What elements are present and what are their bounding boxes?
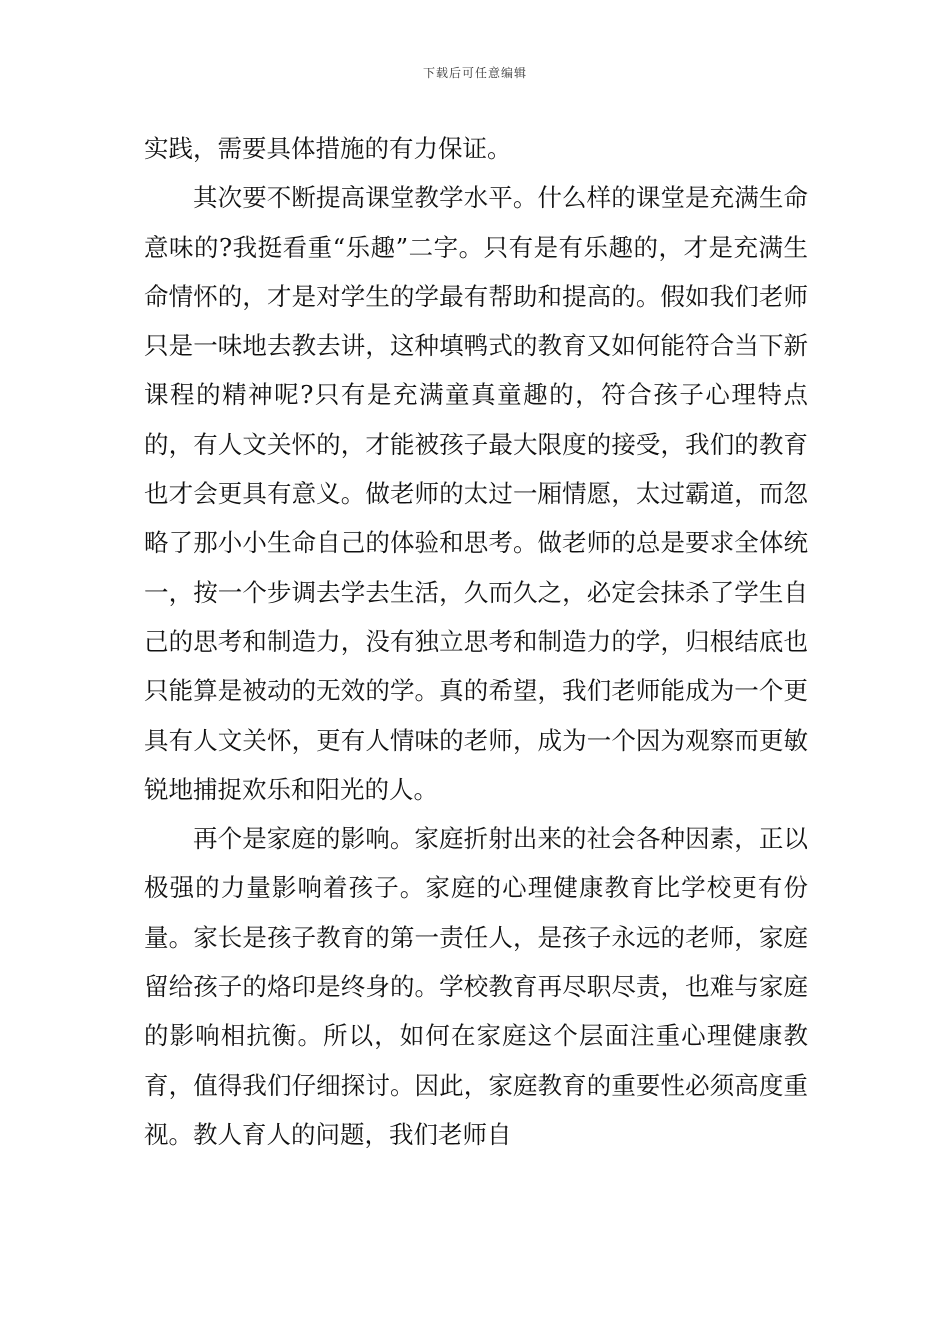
document-body — [144, 124, 808, 1159]
paragraph-continuation: 实践，需要具体措施的有力保证。 — [144, 134, 512, 163]
paragraph-classroom-teaching: 其次要不断提高课堂教学水平。什么样的课堂是充满生命意味的?我挺看重“乐趣”二字。只有是有乐趣的，才是充满生命情怀的，才是对学生的学最有帮助和提高的。假如我们老师只是一味地去教去讲，这种填鸭式的教育又如何能符合当下新课程的精神呢?只有是充满童真童趣的，符合孩子心理特点的，有人文关怀的，才能被孩子最大限度的接受，我们的教育也才会更具有意义。做老师的太过一厢情愿，太过霸道，而忽略了那小小生命自己的体验和思考。做老师的总是要求全体统一，按一个步调去学去生活，久而久之，必定会抹杀了学生自己的思考和制造力，没有独立思考和制造力的学，归根结底也只能算是被动的无效的学。真的希望，我们老师能成为一个更具有人文关怀，更有人情味的老师，成为一个因为观察而更敏锐地捕捉欢乐和阳光的人。 — [144, 183, 808, 804]
page-header: 下载后可任意编辑 — [422, 66, 527, 80]
paragraph-family-influence: 再个是家庭的影响。家庭折射出来的社会各种因素，正以极强的力量影响着孩子。家庭的心理健康教育比学校更有份量。家长是孩子教育的第一责任人，是孩子永远的老师，家庭留给孩子的烙印是终身的。学校教育再尽职尽责，也难与家庭的影响相抗衡。所以，如何在家庭这个层面注重心理健康教育，值得我们仔细探讨。因此，家庭教育的重要性必须高度重视。教人育人的问题，我们老师自 — [144, 824, 808, 1149]
